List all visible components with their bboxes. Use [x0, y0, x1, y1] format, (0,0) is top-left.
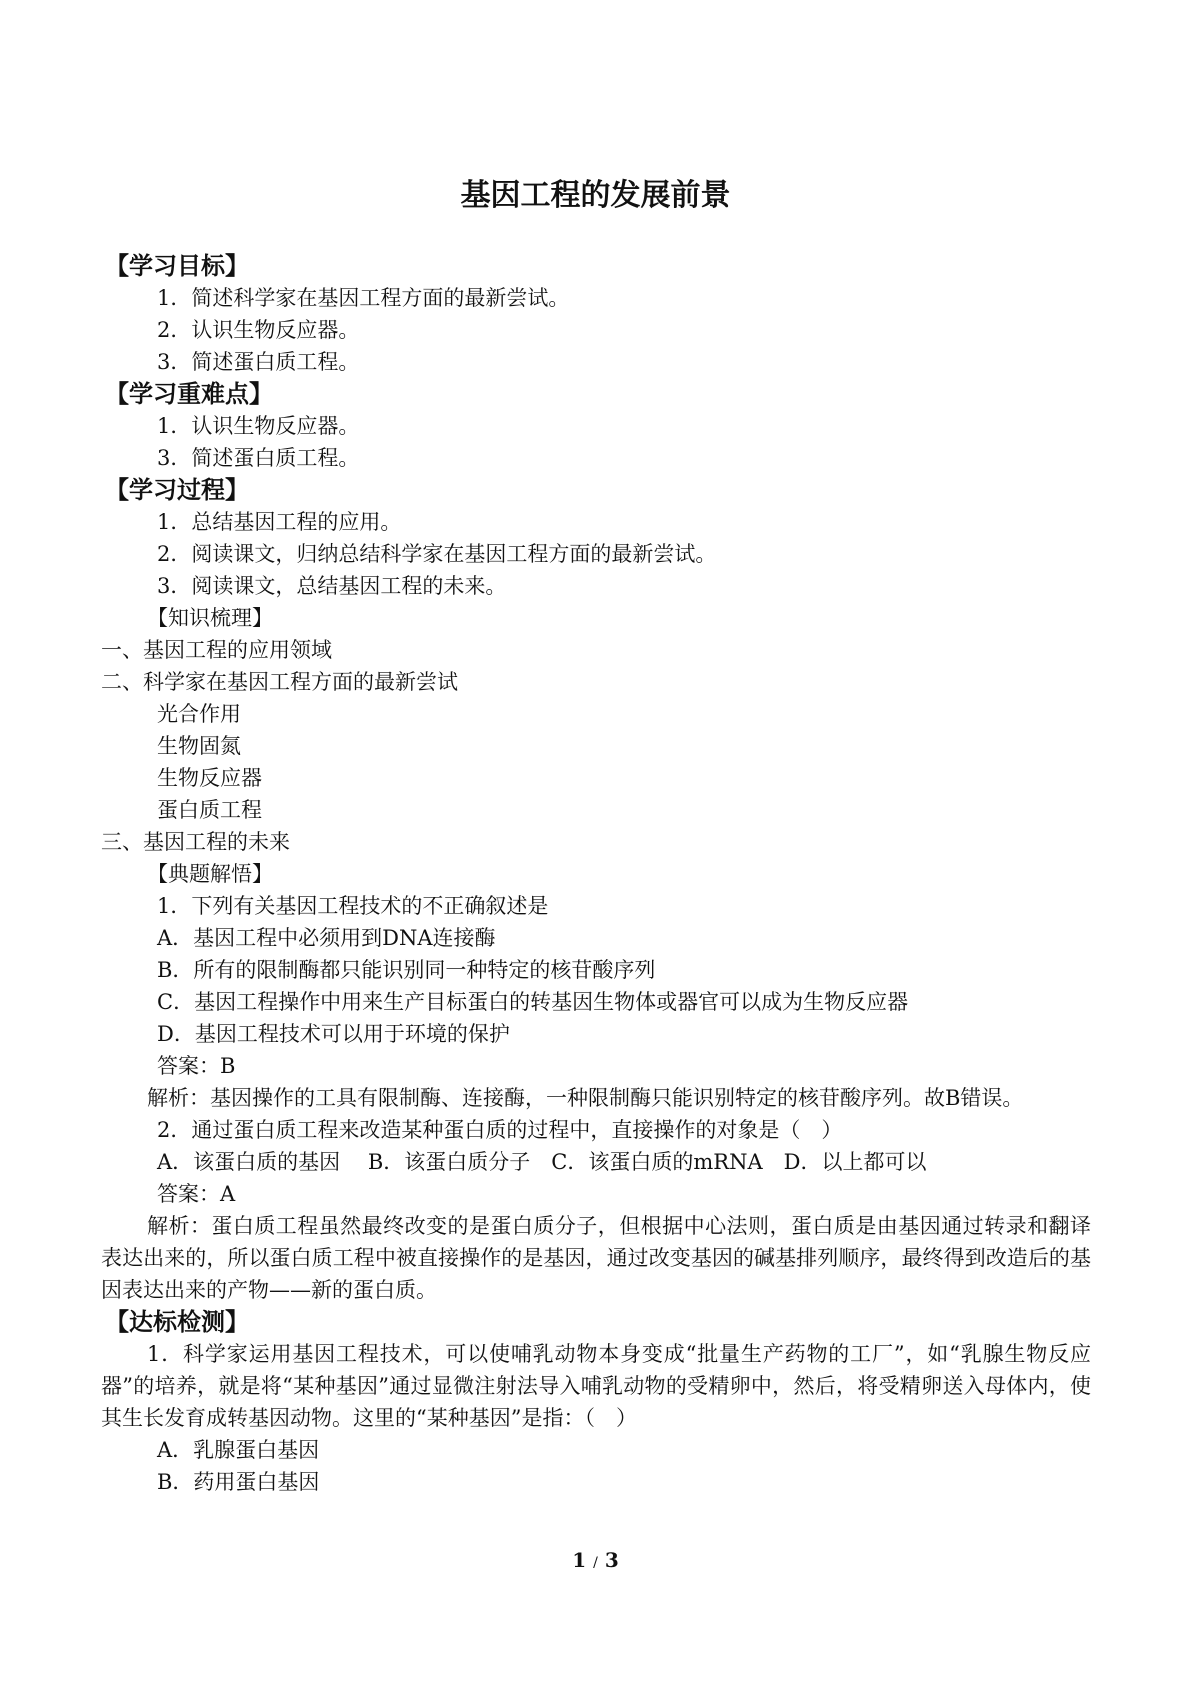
knowledge-item: 生物反应器	[157, 766, 262, 790]
section-heading-process: 【学习过程】	[105, 476, 249, 504]
key-point-item: 1．认识生物反应器。	[157, 414, 360, 438]
section-heading-objectives: 【学习目标】	[105, 252, 249, 280]
page-current: 1	[572, 1548, 587, 1572]
key-point-item: 3．简述蛋白质工程。	[157, 446, 360, 470]
page-total: 3	[604, 1548, 619, 1572]
knowledge-heading: 一、基因工程的应用领域	[101, 638, 332, 662]
knowledge-label: 【知识梳理】	[147, 606, 273, 630]
process-item: 3．阅读课文，总结基因工程的未来。	[157, 574, 507, 598]
section-heading-assessment: 【达标检测】	[105, 1308, 249, 1336]
answer-text: 答案：A	[157, 1182, 236, 1206]
analysis-text: 解析：基因操作的工具有限制酶、连接酶，一种限制酶只能识别特定的核苷酸序列。故B错误。	[147, 1086, 1024, 1110]
question-option: D．基因工程技术可以用于环境的保护	[157, 1022, 510, 1046]
process-item: 1．总结基因工程的应用。	[157, 510, 402, 534]
section-heading-key-points: 【学习重难点】	[105, 380, 273, 408]
page-separator: /	[593, 1555, 598, 1571]
question-stem: 1．科学家运用基因工程技术，可以使哺乳动物本身变成“批量生产药物的工厂”，如“乳腺生物反应器”的培养，就是将“某种基因”通过显微注射法导入哺乳动物的受精卵中，然后，将受精卵送入母体内，使其生长发育成转基因动物。这里的“某种基因”是指：（ ）	[101, 1342, 1091, 1430]
question-option: C．基因工程操作中用来生产目标蛋白的转基因生物体或器官可以成为生物反应器	[157, 990, 909, 1014]
question-stem: 1．下列有关基因工程技术的不正确叙述是	[157, 894, 549, 918]
knowledge-item: 蛋白质工程	[157, 798, 262, 822]
knowledge-item: 光合作用	[157, 702, 241, 726]
objective-item: 1．简述科学家在基因工程方面的最新尝试。	[157, 286, 570, 310]
analysis-text: 解析：蛋白质工程虽然最终改变的是蛋白质分子，但根据中心法则，蛋白质是由基因通过转录和翻译表达出来的，所以蛋白质工程中被直接操作的是基因，通过改变基因的碱基排列顺序，最终得到改造后的基因表达出来的产物——新的蛋白质。	[101, 1214, 1091, 1302]
knowledge-heading: 二、科学家在基因工程方面的最新尝试	[101, 670, 458, 694]
document-title: 基因工程的发展前景	[460, 178, 731, 213]
question-stem: 2．通过蛋白质工程来改造某种蛋白质的过程中，直接操作的对象是（ ）	[157, 1118, 843, 1142]
question-options: A．该蛋白质的基因 B．该蛋白质分子 C．该蛋白质的mRNA D．以上都可以	[157, 1150, 927, 1174]
objective-item: 3．简述蛋白质工程。	[157, 350, 360, 374]
question-option: B．药用蛋白基因	[157, 1470, 320, 1494]
knowledge-heading: 三、基因工程的未来	[101, 830, 290, 854]
knowledge-item: 生物固氮	[157, 734, 241, 758]
answer-text: 答案：B	[157, 1054, 236, 1078]
process-item: 2．阅读课文，归纳总结科学家在基因工程方面的最新尝试。	[157, 542, 717, 566]
question-option: A．基因工程中必须用到DNA连接酶	[157, 926, 496, 950]
question-option: B．所有的限制酶都只能识别同一种特定的核苷酸序列	[157, 958, 656, 982]
page-number	[0, 1548, 1191, 1572]
objective-item: 2．认识生物反应器。	[157, 318, 360, 342]
question-option: A．乳腺蛋白基因	[157, 1438, 320, 1462]
example-label: 【典题解悟】	[147, 862, 273, 886]
document-body	[101, 250, 1091, 1498]
